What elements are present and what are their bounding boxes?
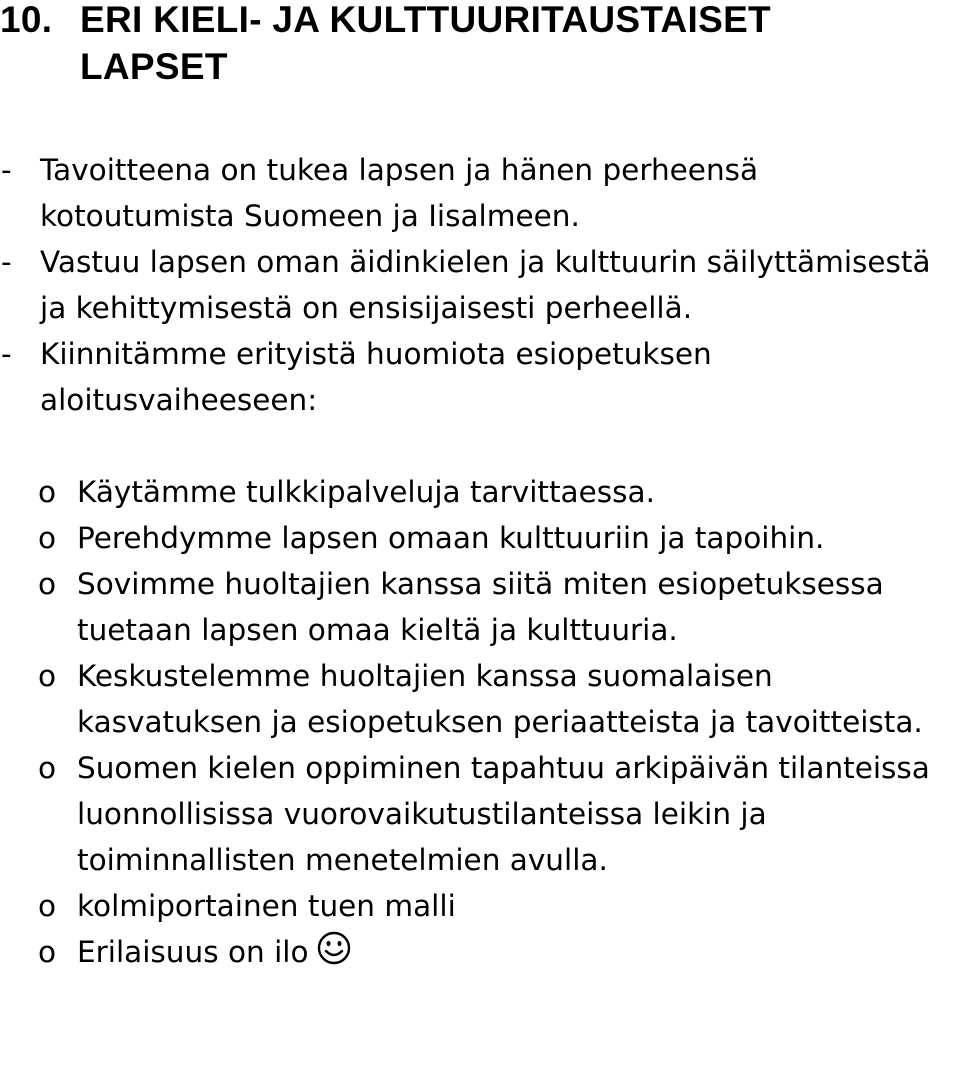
- list-item-text: Tavoitteena on tukea lapsen ja hänen perheensä kotoutumista Suomeen ja Iisalmeen.: [40, 153, 759, 233]
- section-number: 10.: [0, 0, 53, 40]
- circle-bullet: o: [38, 935, 57, 969]
- main-bullet-list: [0, 147, 960, 423]
- list-item-text: Vastuu lapsen oman äidinkielen ja kulttuurin säilyttämisestä ja kehittymisestä on ensisijaisesti perheellä.: [40, 245, 931, 325]
- circle-bullet: o: [38, 567, 57, 601]
- dash-bullet: -: [1, 245, 12, 279]
- section-title-line-1: ERI KIELI- JA KULTTUURITAUSTAISET: [80, 0, 771, 40]
- circle-bullet: o: [38, 889, 57, 923]
- list-item: [0, 331, 960, 423]
- sub-list-item: [0, 653, 960, 745]
- sub-list-item-text: Perehdymme lapsen omaan kulttuuriin ja tapoihin.: [77, 521, 825, 555]
- sub-list-item: [0, 883, 960, 929]
- circle-bullet: o: [38, 751, 57, 785]
- circle-bullet: o: [38, 659, 57, 693]
- section-heading: [0, 0, 960, 90]
- sub-list-item-text: Sovimme huoltajien kanssa siitä miten esiopetuksessa tuetaan lapsen omaa kieltä ja kulttuuria.: [77, 567, 884, 647]
- sub-list-item-text: Erilaisuus on ilo: [77, 935, 309, 969]
- sub-bullet-list: [0, 469, 960, 975]
- list-item-text: Kiinnitämme erityistä huomiota esiopetuksen aloitusvaiheeseen:: [40, 337, 712, 417]
- sub-list-item: [0, 745, 960, 883]
- sub-list-item: [0, 929, 960, 975]
- smiley-face-icon: [317, 931, 351, 965]
- dash-bullet: -: [1, 153, 12, 187]
- dash-bullet: -: [1, 337, 12, 371]
- section-title-line-2: LAPSET: [80, 46, 228, 87]
- sub-list-item-text: Käytämme tulkkipalveluja tarvittaessa.: [77, 475, 655, 509]
- sub-list-item-text: Keskustelemme huoltajien kanssa suomalaisen kasvatuksen ja esiopetuksen periaatteista ja tavoitteista.: [77, 659, 923, 739]
- sub-list-item-text: kolmiportainen tuen malli: [77, 889, 456, 923]
- sub-list-item-text: Suomen kielen oppiminen tapahtuu arkipäivän tilanteissa luonnollisissa vuorovaikutustilanteissa leikin ja toiminnallisten menetelmien avulla.: [77, 751, 930, 877]
- sub-list-item: [0, 469, 960, 515]
- circle-bullet: o: [38, 521, 57, 555]
- sub-list-item: [0, 515, 960, 561]
- list-item: [0, 239, 960, 331]
- sub-list-item: [0, 561, 960, 653]
- circle-bullet: o: [38, 475, 57, 509]
- list-item: [0, 147, 960, 239]
